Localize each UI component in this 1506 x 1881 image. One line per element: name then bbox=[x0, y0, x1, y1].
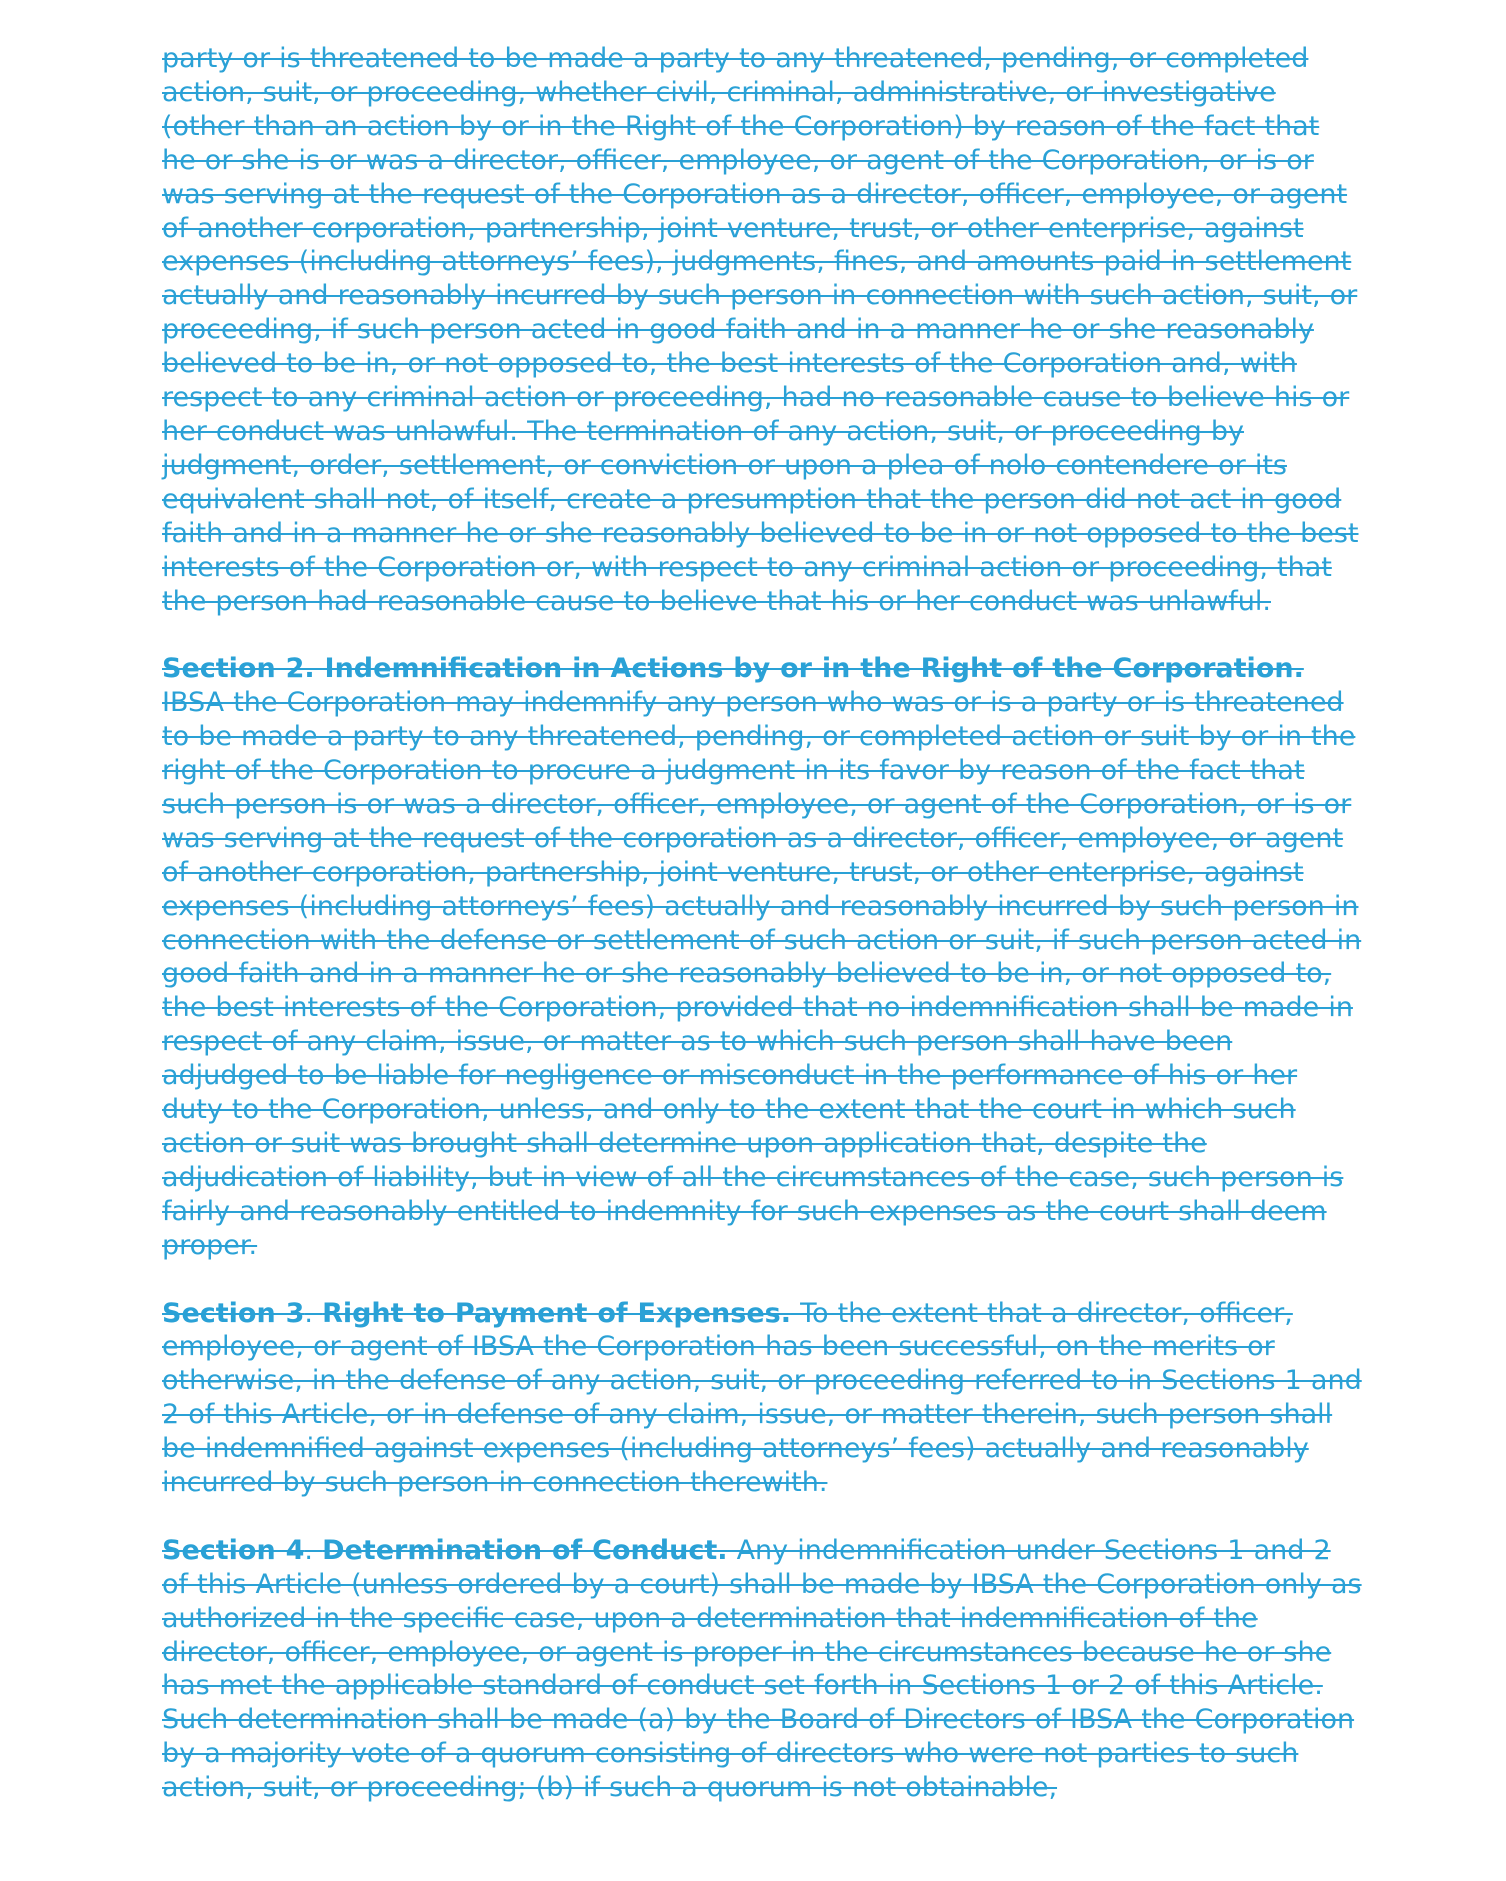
section-3-title: Right to Payment of Expenses. bbox=[322, 1297, 791, 1329]
section-3-heading-separator: . bbox=[304, 1297, 323, 1329]
paragraph-body: Any indemnification under Sections 1 and 2 of this Article (unless ordered by a court) shall be made by IBSA the Corporation only as authorized in the specific case, upon a determination that indemnification of the director, officer, employee, or agent is proper in the circumstances because he or she has met the applicable standard of conduct set forth in Sections 1 or 2 of this Article. Such determination shall be made (a) by the Board of Directors of IBSA the Corporation by a majority vote of a quorum consisting of directors who were not parties to such action, suit, or proceeding; (b) if such a quorum is not obtainable, bbox=[162, 1534, 1362, 1804]
paragraph-section-1-continuation bbox=[162, 42, 1362, 618]
section-4-heading-separator: . bbox=[304, 1534, 323, 1566]
section-2-heading: Section 2. Indemnification in Actions by or in the Right of the Corporation. bbox=[162, 653, 1304, 685]
paragraph-section-4 bbox=[162, 1534, 1362, 1805]
document-body bbox=[162, 42, 1362, 1839]
paragraph-body: To the extent that a director, officer, employee, or agent of IBSA the Corporation has been successful, on the merits or otherwise, in the defense of any action, suit, or proceeding referred to in Sections 1 and 2 of this Article, or in defense of any claim, issue, or matter therein, such person shall be indemnified against expenses (including attorneys’ fees) actually and reasonably incurred by such person in connection therewith. bbox=[162, 1297, 1362, 1499]
paragraph-body: party or is threatened to be made a party to any threatened, pending, or completed action, suit, or proceeding, whether civil, criminal, administrative, or investigative (other than an action by or in the Right of the Corporation) by reason of the fact that he or she is or was a director, officer, employee, or agent of the Corporation, or is or was serving at the request of the Corporation as a director, officer, employee, or agent of another corporation, partnership, joint venture, trust, or other enterprise, against expenses (including attorneys’ fees), judgments, fines, and amounts paid in settlement actually and reasonably incurred by such person in connection with such action, suit, or proceeding, if such person acted in good faith and in a manner he or she reasonably believed to be in, or not opposed to, the best interests of the Corporation and, with respect to any criminal action or proceeding, had no reasonable cause to believe his or her conduct was unlawful. The termination of any action, suit, or proceeding by judgment, order, settlement, or conviction or upon a plea of nolo contendere or its equivalent shall not, of itself, create a presumption that the person did not act in good faith and in a manner he or she reasonably believed to be in or not opposed to the best interests of the Corporation or, with respect to any criminal action or proceeding, that the person had reasonable cause to believe that his or her conduct was unlawful. bbox=[162, 43, 1359, 617]
paragraph-body: IBSA the Corporation may indemnify any person who was or is a party or is threatened to be made a party to any threatened, pending, or completed action or suit by or in the right of the Corporation to procure a judgment in its favor by reason of the fact that such person is or was a director, officer, employee, or agent of the Corporation, or is or was serving at the request of the corporation as a director, officer, employee, or agent of another corporation, partnership, joint venture, trust, or other enterprise, against expenses (including attorneys’ fees) actually and reasonably incurred by such person in connection with the defense or settlement of such action or suit, if such person acted in good faith and in a manner he or she reasonably believed to be in, or not opposed to, the best interests of the Corporation, provided that no indemnification shall be made in respect of any claim, issue, or matter as to which such person shall have been adjudged to be liable for negligence or misconduct in the performance of his or her duty to the Corporation, unless, and only to the extent that the court in which such action or suit was brought shall determine upon application that, despite the adjudication of liability, but in view of all the circumstances of the case, such person is fairly and reasonably entitled to indemnity for such expenses as the court shall deem proper. bbox=[162, 687, 1362, 1261]
paragraph-section-2 bbox=[162, 652, 1362, 1262]
section-4-title: Determination of Conduct. bbox=[322, 1534, 728, 1566]
paragraph-section-3 bbox=[162, 1297, 1362, 1500]
section-4-heading: Section 4 bbox=[162, 1534, 305, 1566]
section-3-heading: Section 3 bbox=[162, 1297, 305, 1329]
